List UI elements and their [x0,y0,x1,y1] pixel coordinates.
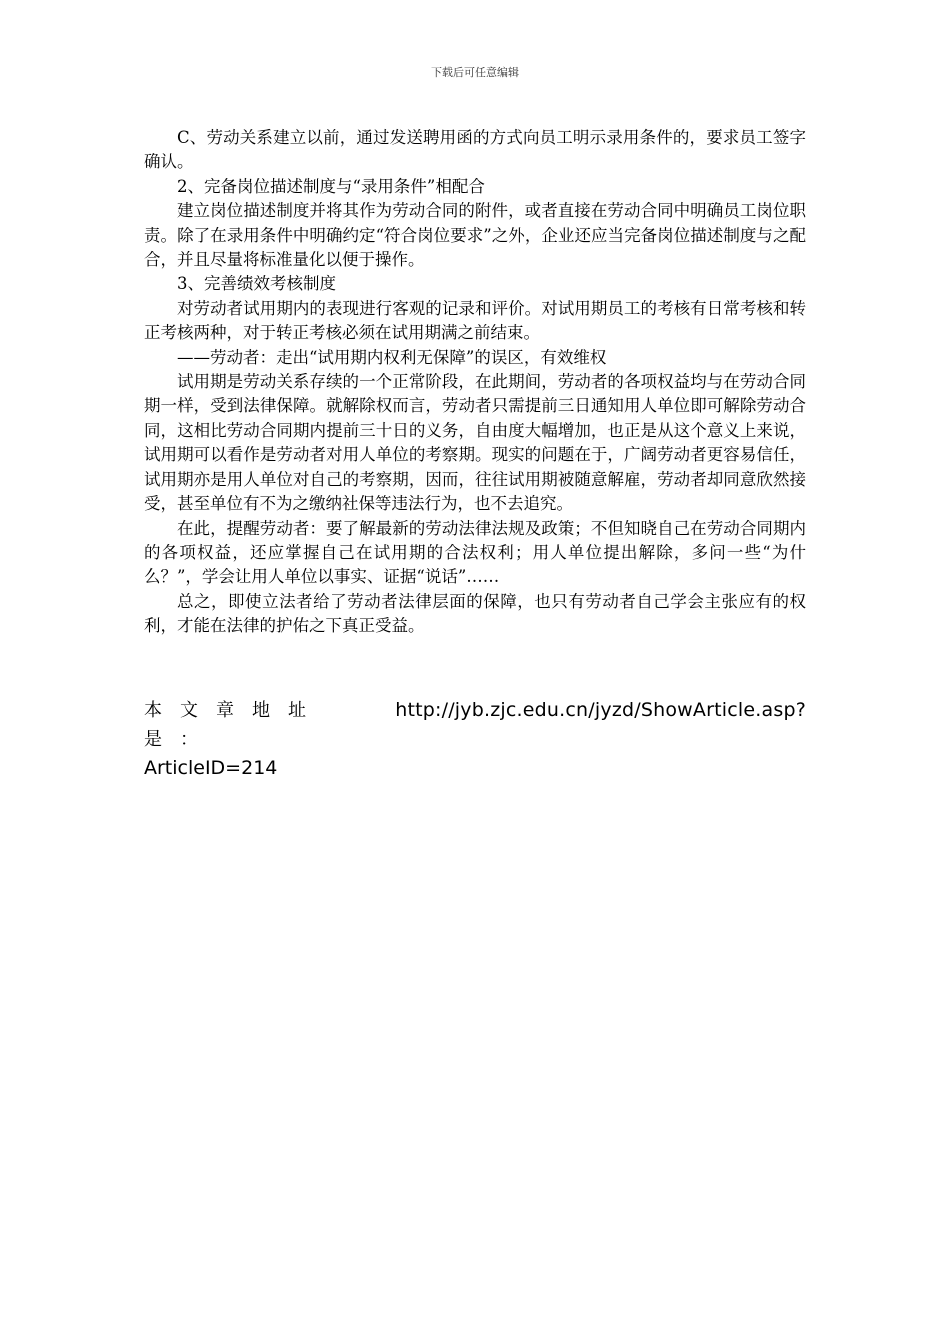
article-url-block [144,696,806,783]
article-url-link[interactable]: http://jyb.zjc.edu.cn/jyzd/ShowArticle.asp? [395,699,806,721]
paragraph-c-offer-letter: C、劳动关系建立以前，通过发送聘用函的方式向员工明示录用条件的，要求员工签字确认。 [144,128,806,172]
paragraph-job-description: 建立岗位描述制度并将其作为劳动合同的附件，或者直接在劳动合同中明确员工岗位职责。除了在录用条件中明确约定“符合岗位要求”之外，企业还应当完备岗位描述制度与之配合，并且尽量将标准量化以便于操作。 [144,201,806,270]
heading-worker-rights: ——劳动者：走出“试用期内权利无保障”的误区，有效维权 [177,347,607,367]
heading-performance-review: 3、完善绩效考核制度 [177,274,336,294]
paragraph-reminder: 在此，提醒劳动者：要了解最新的劳动法律法规及政策；不但知晓自己在劳动合同期内的各项权益，还应掌握自己在试用期的合法权利；用人单位提出解除，多问一些“为什么？”，学会让用人单位以事实、证据“说话”…… [144,518,806,587]
document-body [144,126,806,639]
article-url-label: 本文章地址是： [144,700,324,750]
article-url-link-continued[interactable]: ArticleID=214 [144,757,278,779]
page-header: 下载后可任意编辑 [431,66,519,79]
paragraph-performance-review: 对劳动者试用期内的表现进行客观的记录和评价。对试用期员工的考核有日常考核和转正考核两种，对于转正考核必须在试用期满之前结束。 [144,298,806,343]
heading-job-description: 2、完备岗位描述制度与“录用条件”相配合 [177,176,485,196]
paragraph-conclusion: 总之，即使立法者给了劳动者法律层面的保障，也只有劳动者自己学会主张应有的权利，才能在法律的护佑之下真正受益。 [144,591,806,636]
paragraph-probation-rights: 试用期是劳动关系存续的一个正常阶段，在此期间，劳动者的各项权益均与在劳动合同期一样，受到法律保障。就解除权而言，劳动者只需提前三日通知用人单位即可解除劳动合同，这相比劳动合同期内提前三十日的义务，自由度大幅增加，也正是从这个意义上来说，试用期可以看作是劳动者对用人单位的考察期。现实的问题在于，广阔劳动者更容易信任，试用期亦是用人单位对自己的考察期，因而，往往试用期被随意解雇，劳动者却同意欣然接受，甚至单位有不为之缴纳社保等违法行为，也不去追究。 [144,372,806,514]
